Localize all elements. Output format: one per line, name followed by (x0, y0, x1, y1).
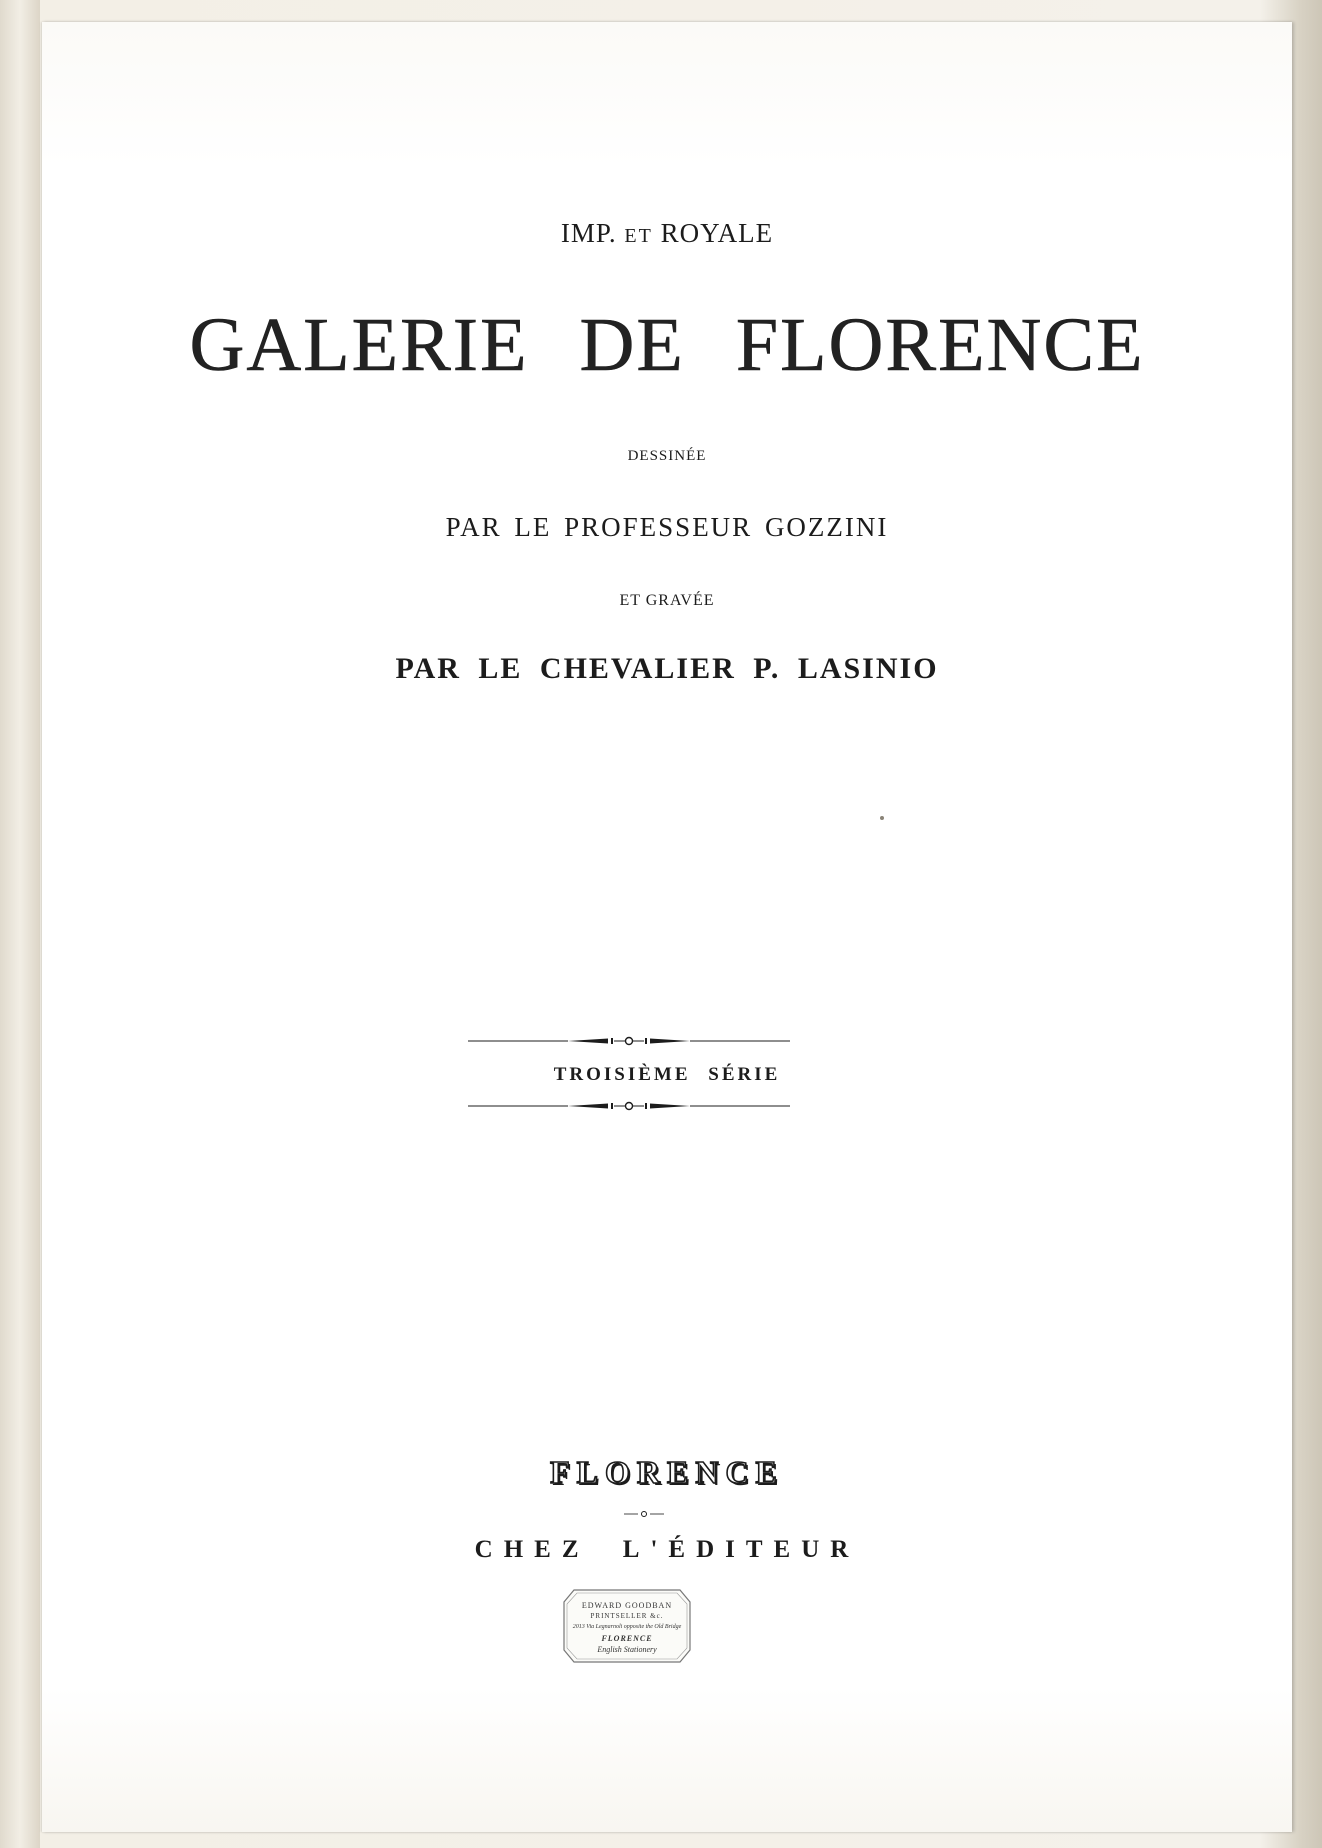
engraver-credit: PAR LE CHEVALIER P. LASINIO (395, 652, 939, 685)
imprint-publisher: CHEZ L'ÉDITEUR (474, 1536, 860, 1563)
dealer-label (562, 1588, 692, 1664)
ornamental-rule-top (468, 1035, 790, 1047)
main-title: GALERIE DE FLORENCE (189, 303, 1145, 387)
et-gravee-text: ET GRAVÉE (619, 592, 715, 609)
ornamental-rule-bottom (468, 1100, 790, 1112)
dealer-address: 2013 Via Legnarnoli opposite the Old Bridge (572, 1624, 682, 1630)
royale-word: ROYALE (660, 218, 774, 248)
et-word: ET (624, 225, 653, 247)
dessinee-text: DESSINÉE (627, 448, 707, 464)
book-spine-edge (0, 0, 40, 1848)
imprint-city: FLORENCE (550, 1454, 784, 1490)
dealer-city: FLORENCE (601, 1634, 653, 1643)
paper-speck (880, 816, 884, 820)
series-label: TROISIÈME SÉRIE (553, 1064, 781, 1085)
small-ornament-divider (624, 1509, 664, 1519)
dealer-label-text (562, 1588, 692, 1664)
title-leaf (42, 22, 1292, 1832)
dealer-name: EDWARD GOODBAN (581, 1601, 673, 1610)
dealer-specialty: English Stationery (597, 1645, 657, 1654)
draftsman-credit: PAR LE PROFESSEUR GOZZINI (445, 512, 889, 542)
dealer-trade: PRINTSELLER &c. (590, 1612, 664, 1620)
imperial-royal-heading (42, 218, 1292, 249)
imp-word: IMP. (560, 218, 617, 248)
